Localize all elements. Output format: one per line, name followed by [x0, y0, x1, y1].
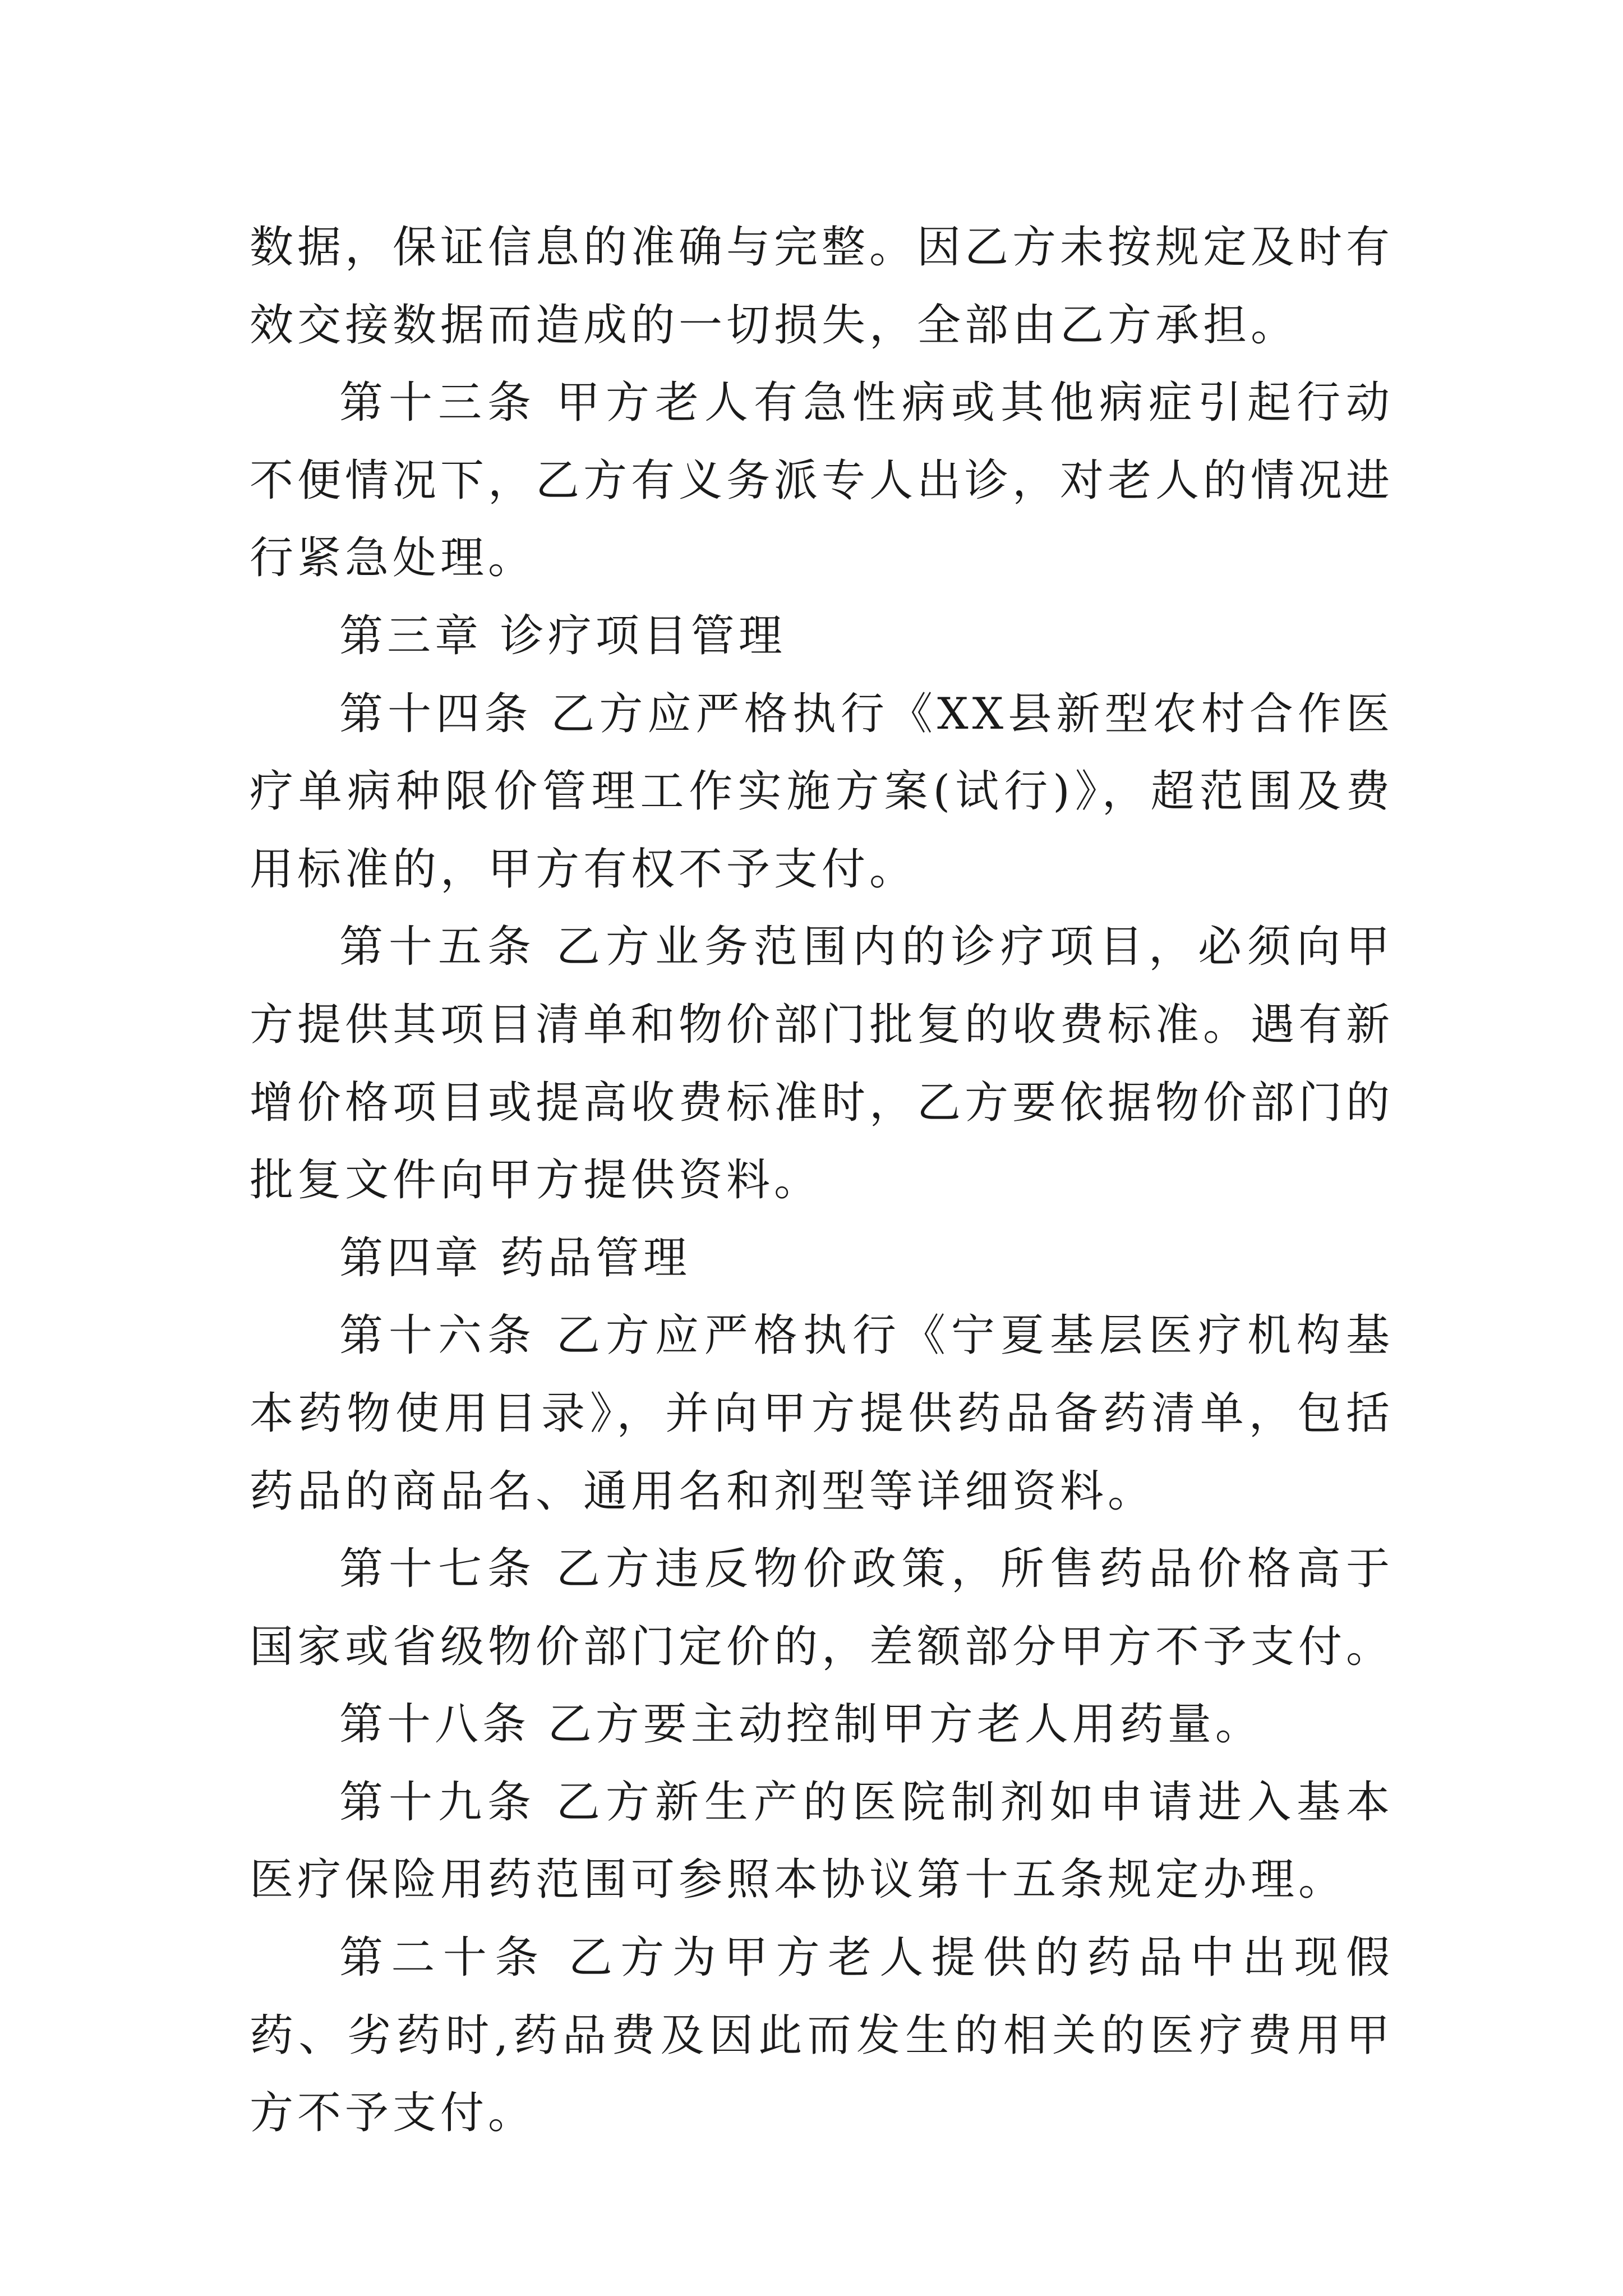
article-13: 第十三条 甲方老人有急性病或其他病症引起行动不便情况下，乙方有义务派专人出诊，对老人的情况进行紧急处理。 [250, 378, 1394, 584]
article-14: 第十四条 乙方应严格执行《XX县新型农村合作医疗单病种限价管理工作实施方案(试行)》，超范围及费用标准的，甲方有权不予支付。 [250, 688, 1394, 895]
paragraph-1: 数据，保证信息的准确与完整。因乙方未按规定及时有效交接数据而造成的一切损失，全部由乙方承担。 [250, 222, 1394, 351]
article-20: 第二十条 乙方为甲方老人提供的药品中出现假药、劣药时,药品费及因此而发生的相关的医疗费用甲方不予支付。 [250, 1932, 1394, 2139]
article-19: 第十九条 乙方新生产的医院制剂如申请进入基本医疗保险用药范围可参照本协议第十五条规定办理。 [250, 1777, 1394, 1906]
article-16: 第十六条 乙方应严格执行《宁夏基层医疗机构基本药物使用目录》，并向甲方提供药品备药清单，包括药品的商品名、通用名和剂型等详细资料。 [250, 1310, 1394, 1517]
article-17: 第十七条 乙方违反物价政策，所售药品价格高于国家或省级物价部门定价的，差额部分甲方不予支付。 [250, 1544, 1394, 1672]
chapter-4-heading: 第四章 药品管理 [339, 1232, 691, 1283]
article-18: 第十八条 乙方要主动控制甲方老人用药量。 [339, 1699, 1263, 1750]
article-15: 第十五条 乙方业务范围内的诊疗项目，必须向甲方提供其项目清单和物价部门批复的收费标准。遇有新增价格项目或提高收费标准时，乙方要依据物价部门的批复文件向甲方提供资料。 [250, 922, 1394, 1206]
document-body [250, 209, 1394, 2152]
chapter-3-heading: 第三章 诊疗项目管理 [339, 610, 786, 661]
